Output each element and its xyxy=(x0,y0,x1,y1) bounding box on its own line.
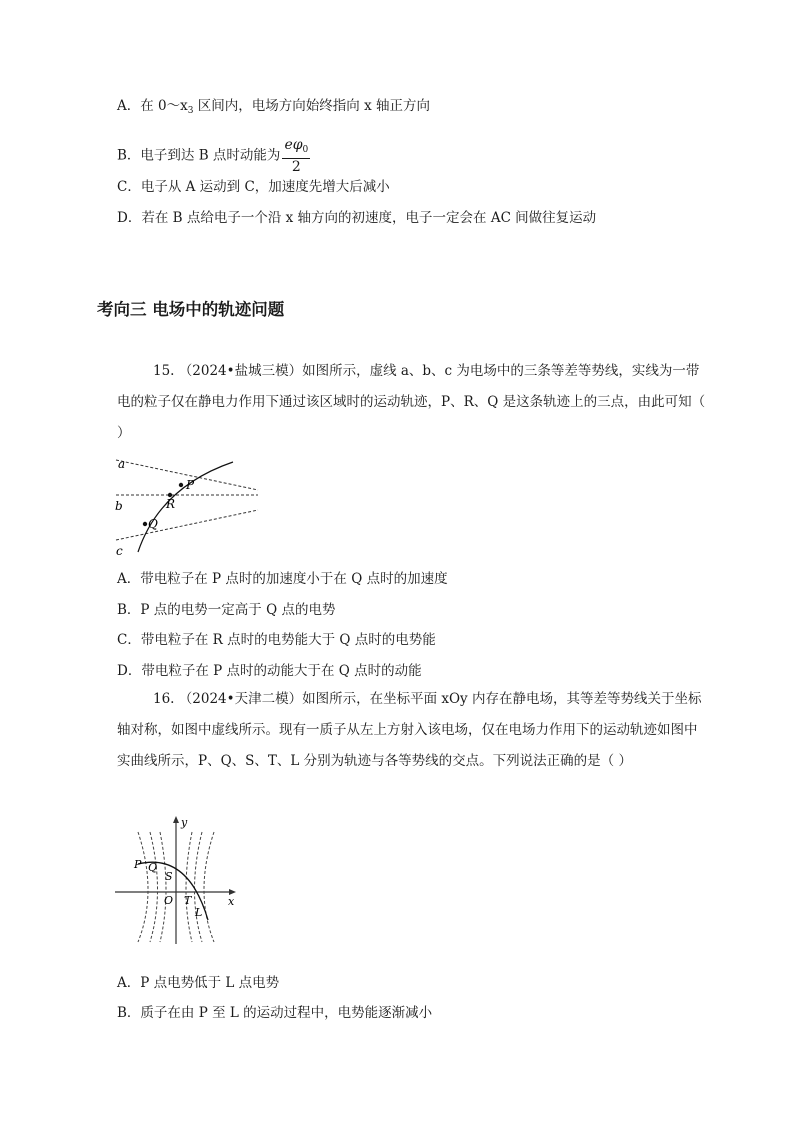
option-d-prev: D．若在 B 点给电子一个沿 x 轴方向的初速度，电子一定会在 AC 间做往复运动 xyxy=(117,210,597,226)
fraction-denominator: 2 xyxy=(291,159,301,175)
q15-label-r: R xyxy=(166,497,176,511)
q16-label-o: O xyxy=(164,894,174,907)
q15-option-c: C．带电粒子在 R 点时的电势能大于 Q 点时的电势能 xyxy=(117,632,436,648)
q15-figure xyxy=(110,452,270,562)
section-title: 考向三 电场中的轨迹问题 xyxy=(97,300,285,319)
q16-label-x: x xyxy=(228,895,235,908)
q16-option-a: A．P 点电势低于 L 点电势 xyxy=(117,975,280,991)
q16-equipotential-left-1 xyxy=(160,832,166,942)
q16-equipotential-left-3 xyxy=(138,832,148,942)
q15-point-q xyxy=(143,522,147,526)
fraction-numerator-subscript: 0 xyxy=(302,145,309,155)
q16-equipotential-right-1 xyxy=(186,832,192,942)
option-b-prev xyxy=(117,137,310,175)
q16-stem: 16. （2024•天津二模）如图所示，在坐标平面 xOy 内存在静电场，其等差等势线关于坐标轴对称，如图中虚线所示。现有一质子从左上方射入该电场，仅在电场力作用下的运动轨迹如图中实曲线所示，P、Q、S、T、L 分别为轨迹与各等势线的交点。下列说法正确的是（ ） xyxy=(117,691,702,769)
q15-option-a: A．带电粒子在 P 点时的加速度小于在 Q 点时的加速度 xyxy=(117,571,448,587)
option-c-prev: C．电子从 A 运动到 C，加速度先增大后减小 xyxy=(117,179,390,195)
q16-label-l: L xyxy=(195,906,203,919)
q15-label-q: Q xyxy=(148,517,158,531)
option-a-prev-rest: 区间内，电场方向始终指向 x 轴正方向 xyxy=(193,98,430,114)
q15-label-p: P xyxy=(186,478,195,492)
fraction-numerator-e: e xyxy=(284,137,293,153)
option-a-prev-subscript: 3 xyxy=(187,106,194,116)
q16-figure xyxy=(110,812,250,947)
q15-label-b: b xyxy=(115,499,123,513)
option-a-prev xyxy=(117,96,430,121)
q15-stem: 15. （2024•盐城三模）如图所示，虚线 a、b、c 为电场中的三条等差等势线，实线为一带电的粒子仅在静电力作用下通过该区域时的运动轨迹，P、R、Q 是这条轨迹上的三点，由此可知（ ） xyxy=(117,363,706,441)
fraction-e-phi0-over-2 xyxy=(282,137,310,175)
fraction-numerator-phi: φ xyxy=(292,137,303,153)
q15-option-d: D．带电粒子在 P 点时的动能大于在 Q 点时的动能 xyxy=(117,663,422,679)
q16-equipotential-right-2 xyxy=(195,832,203,942)
q15-option-b: B．P 点的电势一定高于 Q 点的电势 xyxy=(117,602,336,618)
q15-label-a: a xyxy=(118,457,126,471)
q15-trajectory xyxy=(138,462,233,552)
q16-label-p: P xyxy=(134,858,142,871)
q16-y-arrow-icon xyxy=(173,816,179,823)
q16-equipotential-left-2 xyxy=(150,832,158,942)
q16-label-y: y xyxy=(181,816,188,829)
q15-point-p xyxy=(179,483,183,487)
q16-equipotential-right-3 xyxy=(204,832,214,942)
q16-label-q: Q xyxy=(148,861,158,874)
q16-option-b: B．质子在由 P 至 L 的运动过程中，电势能逐渐减小 xyxy=(117,1005,433,1021)
option-b-prev-text: B．电子到达 B 点时动能为 xyxy=(117,147,281,164)
q16-label-s: S xyxy=(165,870,173,883)
q15-equipotential-c xyxy=(116,510,258,540)
q16-label-t: T xyxy=(184,894,192,907)
option-a-prev-text: A．在 0～x xyxy=(117,98,188,114)
q15-label-c: c xyxy=(116,544,123,558)
